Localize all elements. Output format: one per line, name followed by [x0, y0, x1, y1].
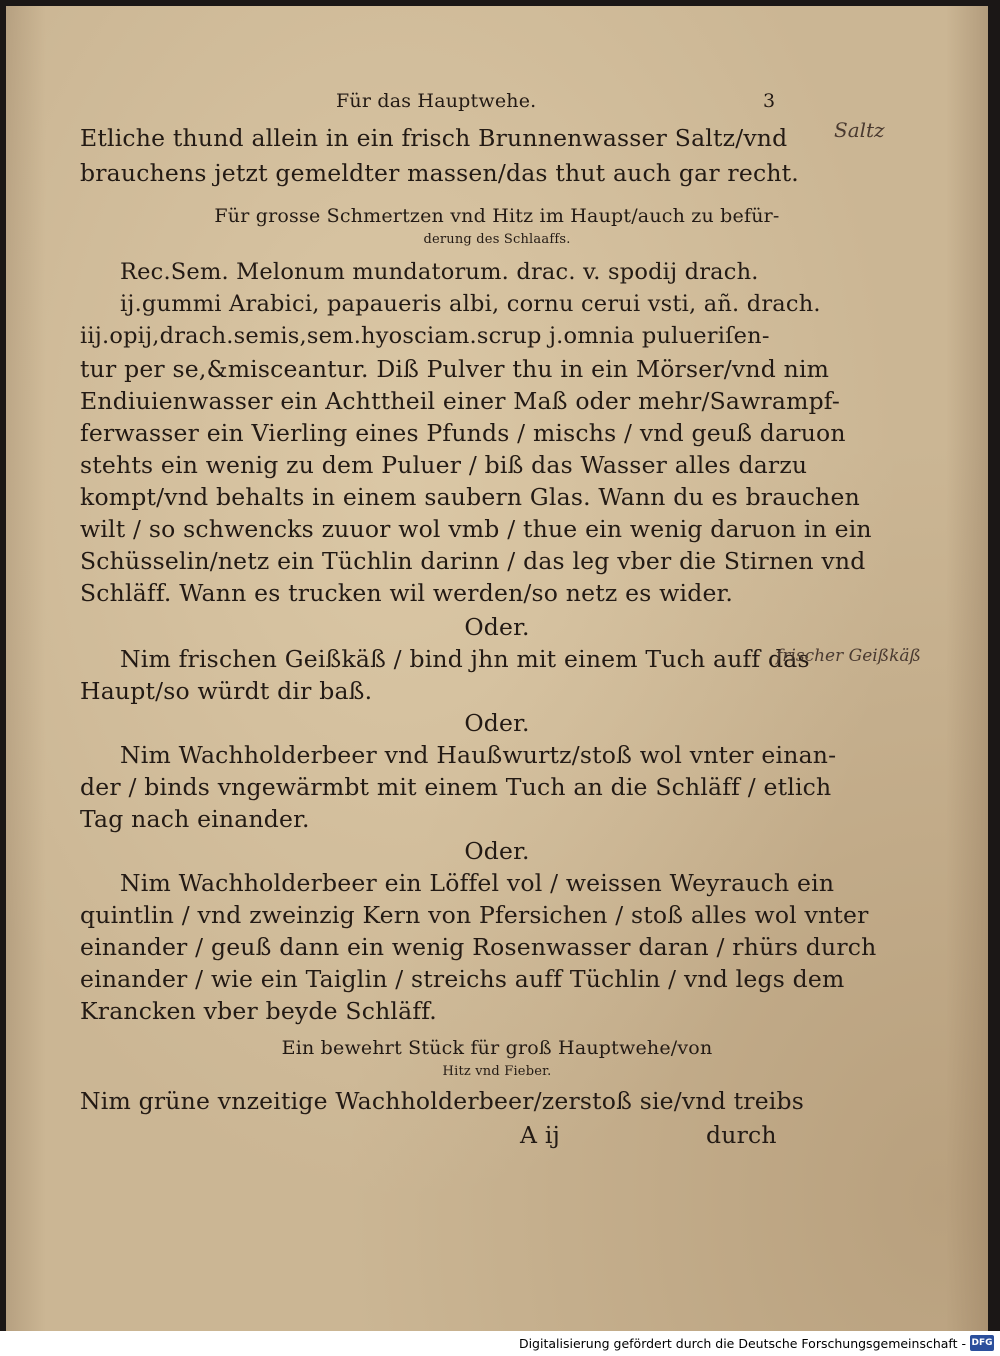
oder-label: Oder.: [464, 613, 530, 641]
recipe-line: Nim frischen Geißkäß / bind jhn mit einem Tuch auff das: [120, 645, 810, 673]
text-line: Etliche thund allein in ein frisch Brunnenwasser Saltz/vnd: [80, 124, 788, 152]
catchword: durch: [706, 1121, 777, 1149]
oder-label: Oder.: [464, 837, 530, 865]
recipe-line: einander / wie ein Taiglin / streichs auff Tüchlin / vnd legs dem: [80, 965, 845, 993]
page-number: 3: [763, 90, 776, 112]
recipe-line: stehts ein wenig zu dem Puluer / biß das Wasser alles darzu: [80, 451, 808, 479]
margin-note: frischer Geißkäß: [776, 646, 921, 666]
recipe-line: wilt / so schwencks zuuor wol vmb / thue ein wenig daruon in ein: [80, 515, 872, 543]
recipe-line: Tag nach einander.: [80, 805, 310, 833]
section-heading: Für grosse Schmertzen vnd Hitz im Haupt/auch zu befür-: [214, 205, 780, 227]
recipe-line: kompt/vnd behalts in einem saubern Glas. Wann du es brauchen: [80, 483, 860, 511]
recipe-line: Krancken vber beyde Schläff.: [80, 997, 437, 1025]
recipe-line: Nim Wachholderbeer vnd Haußwurtz/stoß wol vnter einan-: [120, 741, 837, 769]
section-heading-continued: derung des Schlaaffs.: [423, 232, 571, 247]
dfg-logo-icon: DFG: [970, 1335, 994, 1351]
recipe-line: iij.opij,drach.semis,sem.hyosciam.scrup j.omnia pulueriſen-: [80, 323, 770, 349]
margin-note: Saltz: [834, 118, 885, 142]
recipe-line: Endiuienwasser ein Achttheil einer Maß oder mehr/Sawrampf-: [80, 387, 841, 415]
text-line: brauchens jetzt gemeldter massen/das thut auch gar recht.: [80, 159, 799, 187]
recipe-line: tur per se,&misceantur. Diß Pulver thu in ein Mörser/vnd nim: [80, 355, 830, 383]
running-head: Für das Hauptwehe.: [336, 90, 537, 112]
recipe-line: Schüsselin/netz ein Tüchlin darinn / das leg vber die Stirnen vnd: [80, 547, 866, 575]
recipe-line: Schläff. Wann es trucken wil werden/so netz es wider.: [80, 579, 734, 607]
signature-mark: A ij: [520, 1121, 561, 1149]
recipe-line: quintlin / vnd zweinzig Kern von Pfersichen / stoß alles wol vnter: [80, 901, 869, 929]
section-heading-continued: Hitz vnd Fieber.: [442, 1064, 552, 1079]
recipe-line: ij.gummi Arabici, papaueris albi, cornu cerui vsti, añ. drach.: [120, 291, 821, 317]
section-heading: Ein bewehrt Stück für groß Hauptwehe/von: [281, 1037, 713, 1059]
recipe-line: Nim grüne vnzeitige Wachholderbeer/zerstoß sie/vnd treibs: [80, 1087, 805, 1115]
recipe-line: Haupt/so würdt dir baß.: [80, 677, 373, 705]
recipe-line: ferwasser ein Vierling eines Pfunds / mischs / vnd geuß daruon: [80, 419, 846, 447]
recipe-line: Nim Wachholderbeer ein Löffel vol / weissen Weyrauch ein: [120, 869, 835, 897]
recipe-line: Rec.Sem. Melonum mundatorum. drac. v. spodij drach.: [120, 259, 759, 285]
recipe-line: einander / geuß dann ein wenig Rosenwasser daran / rhürs durch: [80, 933, 877, 961]
recipe-line: der / binds vngewärmbt mit einem Tuch an die Schläff / etlich: [80, 773, 832, 801]
scanned-page: [6, 6, 988, 1331]
footer-credit: Digitalisierung gefördert durch die Deutsche Forschungsgemeinschaft -: [518, 1336, 966, 1351]
footer-bar: [0, 1331, 1000, 1356]
oder-label: Oder.: [464, 709, 530, 737]
